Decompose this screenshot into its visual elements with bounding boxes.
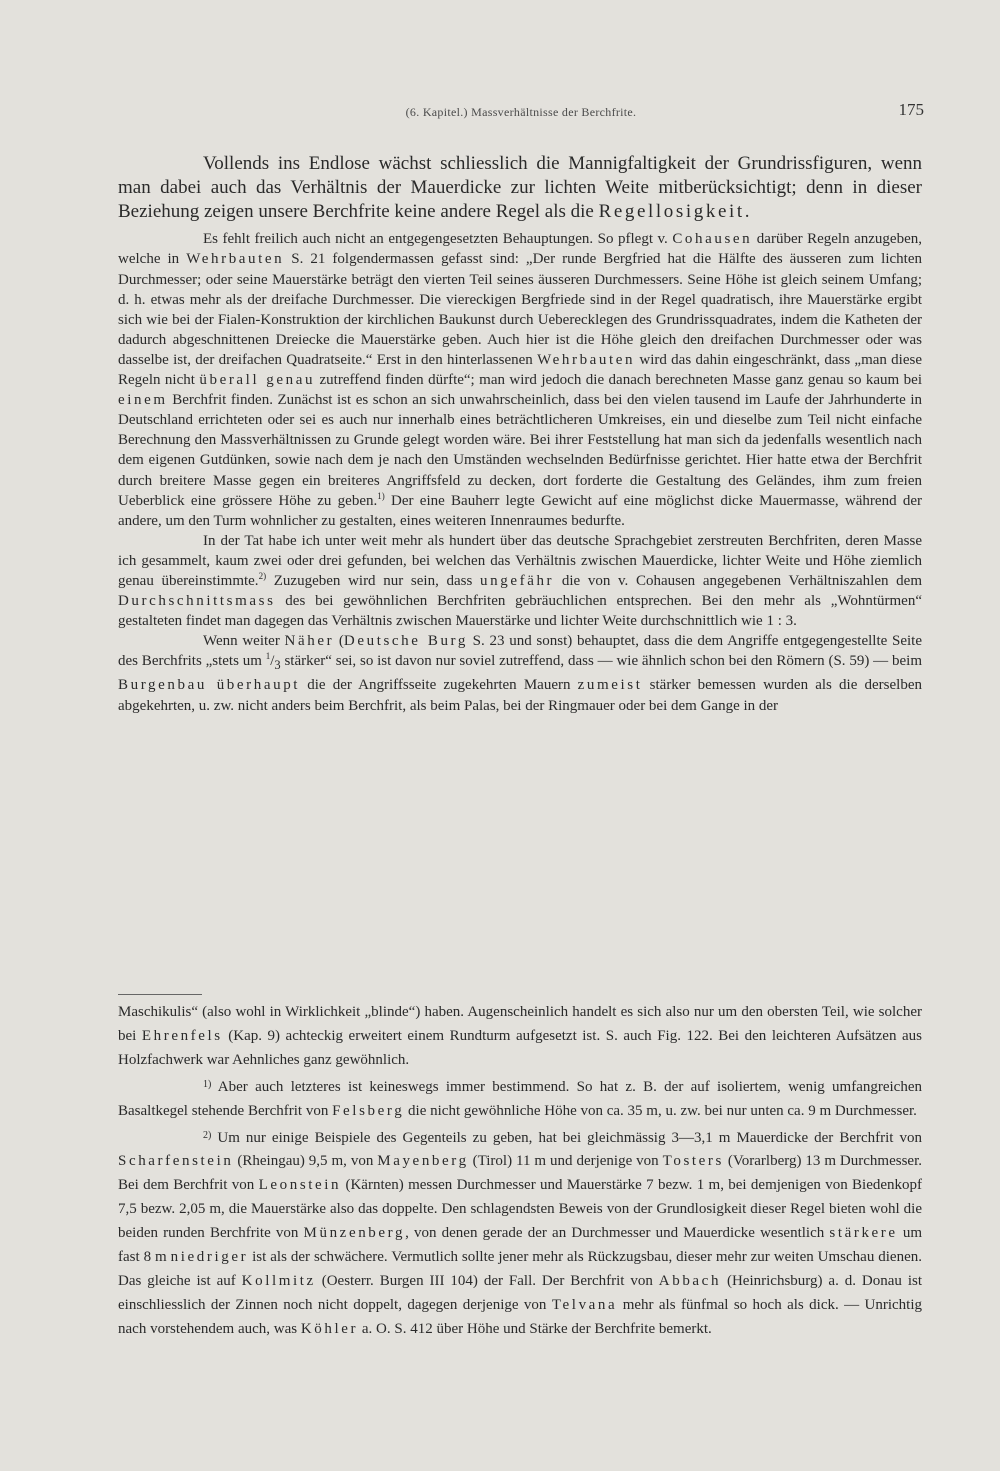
place-name: Leonstein — [258, 1177, 342, 1194]
text-run: (Heinrichsburg) a. d. Donau ist einschliesslich der Zinnen noch nicht doppelt, dagegen derjenige von — [118, 1272, 922, 1313]
footnote-ref-2[interactable]: 2) — [258, 570, 267, 581]
footnote-marker: 2) — [203, 1129, 212, 1141]
lead-paragraph-block — [118, 152, 922, 223]
text-run: a. O. S. 412 über Höhe und Stärke der Berchfrite bemerkt. — [358, 1320, 712, 1337]
text-run: Berchfrit finden. Zunächst ist es schon an sich unwahrscheinlich, dass bei den vielen tausend im Laufe der Jahrhunderte in Deutschland errichteten oder sei es auch nur innerhalb eines beträchtlicheren Umkreises, ein und dieselbe zum Teil nicht einfache Berechnung den Massverhältnissen zu Grunde gelegt worden wäre. Bei ihrer Feststellung hat man sich da jedenfalls wesentlich nach dem eigenen Gutdünken, sowie nach dem je nach den Umständen wechselnden Bedürfnisse gerichtet. Hier hatte etwa der Berchfrit durch breitere Masse gegen ein breiteres Angriffsfeld zu decken, dort forderte die Gestaltung des Geländes, ihm zum freien Ueberblick eine grössere Höhe zu geben. — [118, 392, 922, 509]
footnote-divider — [118, 994, 202, 995]
place-name: Felsberg — [332, 1102, 405, 1119]
paragraph-intro — [118, 152, 922, 223]
place-name: Mayenberg — [377, 1153, 469, 1170]
book-title: Wehrbauten — [186, 251, 285, 268]
footnote-continuation — [118, 1001, 922, 1073]
place-name: Scharfenstein — [118, 1153, 234, 1170]
paragraph-in-der-tat — [118, 531, 922, 631]
text-run: um fast 8 m — [118, 1225, 922, 1266]
text-run: die von v. Cohausen angegebenen Verhältniszahlen dem — [554, 572, 923, 589]
emphasis-spaced: stärkere — [829, 1225, 898, 1242]
place-name: Ehrenfels — [141, 1027, 223, 1044]
text-run: (Kap. 9) achteckig erweitert einem Rundturm aufgesetzt ist. S. auch Fig. 122. Bei den leichteren Aufsätzen aus Holzfachwerk war Aehnliches ganz gewöhnlich. — [118, 1027, 922, 1068]
text-run: des bei gewöhnlichen Berchfriten gebräuchlichen entsprechen. Bei den mehr als „Wohntürmen“ gestalteten findet man dagegen das Verhältnis zwischen Mauerstärke und lichter Weite durchschnittlich wie 1 : 3. — [118, 593, 922, 630]
text-run: die nicht gewöhnliche Höhe von ca. 35 m, u. zw. bei nur unten ca. 9 m Durchmesser. — [404, 1102, 917, 1119]
text-run: (Tirol) 11 m und derjenige von — [468, 1153, 663, 1170]
place-name: Münzenberg — [303, 1225, 406, 1242]
running-head — [118, 100, 924, 124]
footnote-marker: 1) — [203, 1078, 212, 1090]
text-run: S. 21 folgendermassen gefasst sind: „Der runde Bergfried hat die Hälfte des äusseren zum lichten Durchmesser; oder seine Mauerstärke beträgt den vierten Teil seines äusseren Durchmessers. Seine Höhe ist gleich seinem Umfang; d. h. etwas mehr als der dreifache Durchmesser. Die viereckigen Bergfriede sind in der Regel quadratisch, ihre Mauerstärke ergibt sich wie bei der Fialen-Konstruktion der kirchlichen Baukunst durch Ueberecklegen des Grundrissquadrates, indem die Katheten der dadurch abgeschnittenen Dreiecke die Mauerstärke geben. Auch hier ist die Höhe gleich den dreifachen Durchmesser oder was dasselbe ist, der dreifachen Quadratseite.“ Erst in den hinterlassenen — [118, 251, 922, 368]
emphasis-spaced: einem — [118, 392, 168, 409]
text-run: zutreffend finden dürfte“; man wird jedoch die danach berechneten Masse ganz genau so kaum bei — [315, 372, 922, 389]
text-run: darüber Regeln anzugeben, welche in — [118, 231, 922, 268]
book-title: Deutsche Burg — [343, 633, 468, 650]
text-run: ( — [334, 633, 344, 650]
footnote-2 — [118, 1124, 922, 1342]
text-run: stärker“ sei, so ist davon nur soviel zutreffend, dass — wie ähnlich schon bei den Römern (S. 59) — beim — [280, 653, 922, 670]
text-run: mehr als fünfmal so hoch als dick. — Unrichtig nach vorstehendem auch, was — [118, 1296, 923, 1337]
emphasis-spaced: überall genau — [199, 372, 316, 389]
footnote-1 — [118, 1073, 922, 1124]
emphasis-spaced: zumeist — [577, 677, 643, 694]
text-run: . — [744, 200, 750, 222]
emphasis-spaced: Regellosigkeit — [598, 200, 745, 222]
text-run: Es fehlt freilich auch nicht an entgegengesetzten Behauptungen. So pflegt v. — [203, 231, 673, 248]
emphasis-spaced: Durchschnittsmass — [118, 593, 276, 610]
fraction-denominator: 3 — [274, 658, 281, 673]
emphasis-spaced: niedriger — [170, 1249, 249, 1266]
place-name: Kollmitz — [241, 1272, 316, 1289]
text-run: (Vorarlberg) 13 m Durchmesser. Bei dem Berchfrit von — [118, 1153, 922, 1194]
paragraph-naeher — [118, 631, 922, 715]
small-paragraph-block — [118, 229, 922, 715]
author-name: Köhler — [300, 1320, 359, 1337]
running-title: (6. Kapitel.) Massverhältnisse der Berchfrite. — [405, 105, 637, 119]
text-run: Vollends ins Endlose wächst schliesslich die Mannigfaltigkeit der Grundrissfiguren, wenn man dabei auch das Verhältnis der Mauerdicke zur lichten Weite mitberücksichtigt; denn in dieser Beziehung zeigen unsere Berchfrite keine andere Regel als die — [118, 153, 922, 222]
place-name: Tosters — [662, 1153, 724, 1170]
text-run: (Kärnten) messen Durchmesser und Mauerstärke 7 bezw. 1 m, bei demjenigen von Biedenkopf 7,5 bezw. 2,05 m, die Mauerstärke also das doppelte. Den schlagendsten Beweis von der Grundlosigkeit dieser Regel bieten wohl die beiden runden Berchfrite von — [118, 1177, 923, 1242]
fraction-numerator: 1 — [265, 651, 271, 662]
place-name: Telvana — [551, 1296, 618, 1313]
text-run: Aber auch letzteres ist keineswegs immer bestimmend. So hat z. B. der auf isoliertem, wenig umfangreichen Basaltkegel stehende Berchfrit von — [118, 1078, 922, 1119]
text-run: stärker bemessen wurden als die derselben abgekehrten, u. zw. nicht anders beim Berchfrit, als beim Palas, bei der Ringmauer oder bei dem Gange in der — [118, 677, 922, 714]
footnotes — [118, 1001, 922, 1342]
text-run: wird das dahin eingeschränkt, dass „man diese Regeln nicht — [118, 351, 923, 389]
text-run: In der Tat habe ich unter weit mehr als hundert über das deutsche Sprachgebiet zerstreuten Berchfriten, deren Masse ich gesammelt, kaum zwei oder drei gefunden, bei welchen das Verhältnis zwischen Mauerdicke, lichter Weite und Höhe ziemlich genau übereinstimmte. — [118, 532, 922, 589]
text-run: (Rheingau) 9,5 m, von — [233, 1153, 378, 1170]
text-run: Der eine Bauherr legte Gewicht auf eine möglichst dicke Mauermasse, während der andere, um den Turm wohnlicher zu gestalten, eines weiteren Innenraumes bedurfte. — [118, 492, 923, 529]
author-name: Cohausen — [672, 231, 753, 248]
main-text — [118, 152, 922, 716]
emphasis-spaced: ungefähr — [480, 572, 555, 589]
page-number: 175 — [898, 100, 924, 119]
text-run: Wenn weiter — [203, 633, 285, 650]
place-name: Abbach — [658, 1272, 722, 1289]
text-run: Zuzugeben wird nur sein, dass — [266, 572, 481, 589]
book-title: Wehrbauten — [537, 351, 636, 368]
text-run: S. 23 und sonst) behauptet, dass die dem Angriffe entgegengestellte Seite des Berchfrits „stets um — [118, 633, 922, 670]
paragraph-cohausen — [118, 229, 922, 530]
text-run: Um nur einige Beispiele des Gegenteils zu geben, hat bei gleichmässig 3—3,1 m Mauerdicke der Berchfrit von — [211, 1129, 922, 1146]
footnote-ref-1[interactable]: 1) — [377, 490, 385, 501]
text-run: , von denen gerade der an Durchmesser und Mauerdicke wesentlich — [405, 1225, 830, 1242]
text-run: ist als der schwächere. Vermutlich sollte jener mehr als Rückzugsbau, dieser mehr zur weiten Umschau dienen. Das gleiche ist auf — [118, 1249, 922, 1289]
fraction-slash: / — [270, 653, 275, 670]
emphasis-spaced: Burgenbau überhaupt — [118, 677, 301, 694]
text-run: die der Angriffsseite zugekehrten Mauern — [300, 677, 578, 694]
text-run: Maschikulis“ (also wohl in Wirklichkeit „blinde“) haben. Augenscheinlich handelt es sich also nur um den obersten Teil, wie solcher bei — [118, 1004, 922, 1044]
author-name: Näher — [284, 633, 335, 650]
text-run: (Oesterr. Burgen III 104) der Fall. Der Berchfrit von — [315, 1272, 659, 1289]
